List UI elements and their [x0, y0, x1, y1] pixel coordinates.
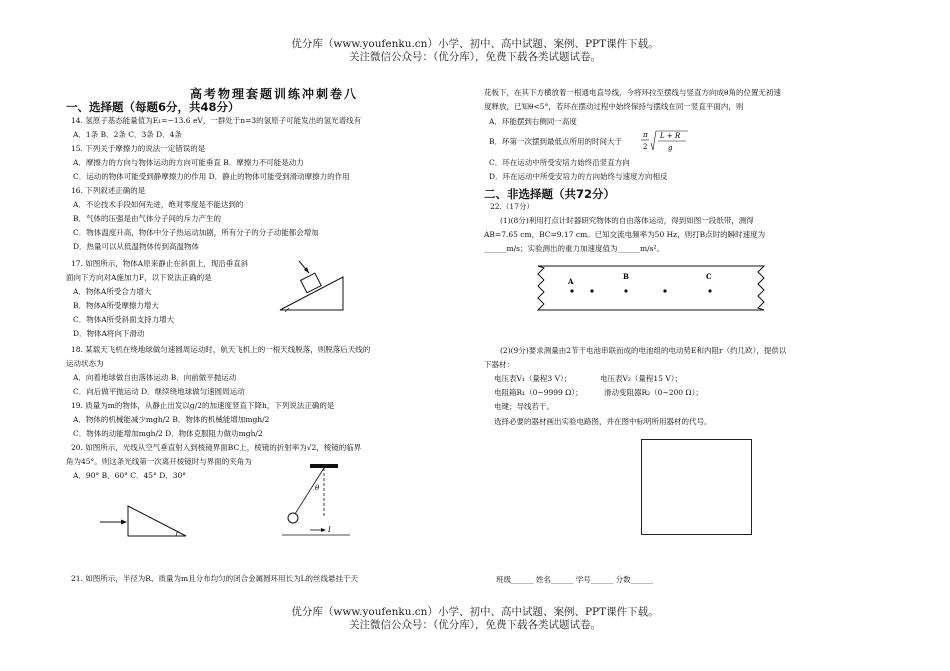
- q21-stem-line3: 度释放，已知θ<5°，若环在摆动过程中始终保持与摆线在同一竖直平面内，则: [484, 102, 744, 111]
- q18-stem-line1: 18. 某载天飞机在绕地球做匀速圆周运动时，航天飞机上的一根天线脱落，则脱落后天线的: [71, 345, 371, 354]
- tape-label-c: C: [706, 272, 712, 281]
- incline-block-figure: [275, 255, 350, 315]
- equipment-voltmeter-v2: 电压表V₂（量程15 V）；: [600, 374, 683, 383]
- q19-options-cd: C．物体的动能增加mgh/2 D．物体克服阻力做功mgh/2: [73, 429, 263, 438]
- period-formula: [640, 128, 690, 154]
- q16-option-b: B．气体的压强是由气体分子间的斥力产生的: [73, 214, 222, 223]
- current-label: I: [328, 526, 331, 534]
- doc-title: 高考物理套题训练冲刺卷八: [190, 87, 359, 101]
- q19-options-ab: A．物体的机械能减少mgh/2 B．物体的机械能增加mgh/2: [73, 415, 270, 424]
- q16-option-d: D．热量可以从低温物体传到高温物体: [73, 242, 200, 251]
- formula-two: 2: [643, 143, 648, 151]
- q21-option-b: B．环第一次摆到最低点所用的时间大于: [489, 137, 623, 146]
- q15-options-ab: A．摩擦力的方向与物体运动的方向可能垂直 B．摩擦力不可能是动力: [73, 158, 304, 167]
- q22-part2-line2: 下器材：: [484, 360, 514, 369]
- q14-options: A．1条 B．2条 C．3条 D．4条: [73, 130, 182, 139]
- metal-ring: [288, 513, 298, 523]
- q19-stem: 19. 质量为m的物体，从静止出发以g/2的加速度竖直下降h，下列说法正确的是: [71, 401, 335, 410]
- tape-dot-a: [570, 289, 573, 292]
- prism-figure: [98, 500, 193, 540]
- tape-dot-c: [708, 289, 711, 292]
- q16-option-c: C．物体温度升高，物体中分子热运动加剧，所有分子的分子动能都会增加: [73, 228, 319, 237]
- q21-stem-line1: 21. 如图所示，半径为R、质量为m且分布均匀的闭合金属圆环用长为L的丝线悬挂于天: [71, 574, 359, 583]
- q18-stem-line2: 运动状态为: [66, 359, 104, 368]
- q22-heading: 22.（17分）: [490, 202, 534, 211]
- paper-tape-figure: [536, 262, 766, 314]
- q22-part1-line2: AB=7.65 cm，BC=9.17 cm。已知交流电频率为50 Hz，则打B点时的瞬时速度为: [484, 230, 766, 239]
- q17-option-d: D．物体A将向下滑动: [73, 329, 145, 338]
- tape-dot-b: [624, 289, 627, 292]
- tape-label-a: A: [568, 277, 574, 286]
- section1-heading: 一、选择题（每题6分，共48分）: [66, 100, 240, 114]
- q15-options-cd: C．运动的物体可能受到静摩擦力的作用 D．静止的物体可能受到滑动摩擦力的作用: [73, 172, 350, 181]
- q17-stem-line2: 面向下方向对A施加力F，以下说法正确的是: [66, 273, 212, 282]
- q21-option-a: A．环能摆到右侧同一高度: [489, 117, 577, 126]
- watermark-bottom-line1: 优分库（www.youfenku.cn）小学、初中、高中试题、案例、PPT课件下载。: [291, 606, 659, 618]
- q22-part2-instruction: 选择必要的器材画出实验电路图，并在图中标明所用器材的代号。: [494, 417, 712, 426]
- q15-stem: 15. 下列关于摩擦力的说法一定错误的是: [71, 144, 206, 153]
- watermark-top-line1: 优分库（www.youfenku.cn）小学、初中、高中试题、案例、PPT课件下载。: [291, 38, 659, 50]
- q22-part2-line1: (2)(9分)要求测量由2节干电池串联而成的电池组的电动势E和内阻r（约几欧），提供以: [500, 346, 787, 355]
- pendulum-string: [295, 468, 324, 514]
- q21-option-d: D．环在运动中所受安培力的方向始终与速度方向相反: [489, 172, 668, 181]
- q22-part1-line3: ______m/s；实验测出的重力加速度值为______m/s²。: [484, 244, 664, 253]
- q16-option-a: A．不论技术手段如何先进，绝对零度是不能达到的: [73, 200, 244, 209]
- section2-heading: 二、非选择题（共72分）: [484, 187, 616, 201]
- q17-option-c: C．物体A所受斜面支持力增大: [73, 315, 175, 324]
- circuit-answer-box: [641, 439, 752, 535]
- watermark-bottom-line2: 关注微信公众号：（优分库），免费下载各类试题试卷。: [349, 619, 601, 631]
- q18-options-cd: C．向后做平抛运动 D．继续绕地球做匀速圆周运动: [73, 387, 245, 396]
- formula-pi: π: [643, 131, 648, 139]
- q17-option-a: A．物体A所受合力增大: [73, 287, 152, 296]
- tape-outline: [538, 266, 764, 310]
- q22-part1-line1: (1)(8分)利用打点计时器研究物体的自由落体运动，得到如图一段纸带，测得: [500, 216, 754, 225]
- tape-label-b: B: [623, 272, 629, 281]
- equipment-voltmeter-v1: 电压表V₁（量程3 V）；: [494, 374, 572, 383]
- theta-label: θ: [315, 484, 320, 492]
- ceiling: [310, 464, 338, 468]
- pendulum-ring-figure: [280, 462, 352, 540]
- equipment-rheostat: 滑动变阻器R₂（0~200 Ω）；: [604, 388, 703, 397]
- equipment-resistance-box: 电阻箱R₁（0~9999 Ω）；: [494, 388, 583, 397]
- student-info-line: 班级______ 姓名______ 学号______ 分数______: [496, 575, 654, 584]
- q14-stem: 14. 氢原子基态能量值为E₁=−13.6 eV，一群处于n=3的氢原子可能发出的氢光谱线有: [71, 116, 362, 125]
- q20-stem-line2: 角为45°。则这条光线第一次离开棱镜时与界面的夹角为: [66, 457, 252, 466]
- q20-options: A．90° B．60° C．45° D．30°: [73, 471, 187, 480]
- formula-g: g: [668, 144, 673, 152]
- q18-options-ab: A．向着地球做自由落体运动 B．向前做平抛运动: [73, 373, 237, 382]
- q17-stem-line1: 17. 如图所示，物体A原来静止在斜面上，现沿垂直斜: [71, 259, 249, 268]
- q21-option-c: C．环在运动中所受安培力始终沿竖直方向: [489, 158, 630, 167]
- q21-stem-line2: 花板下，在其下方横放着一根通电直导线，今将环拉至摆线与竖直方向成θ角的位置无初速: [484, 88, 782, 97]
- q17-option-b: B．物体A所受摩擦力增大: [73, 301, 159, 310]
- watermark-top-line2: 关注微信公众号：（优分库），免费下载各类试题试卷。: [349, 51, 601, 63]
- formula-l-plus-r: L + R: [660, 132, 681, 140]
- q16-stem: 16. 下列叙述正确的是: [71, 186, 146, 195]
- equipment-switch-wires: 电键；导线若干。: [494, 402, 554, 411]
- q20-stem-line1: 20. 如图所示，光线从空气垂直射入到棱镜界面BC上，棱镜的折射率为√2，棱镜的临界: [71, 443, 362, 452]
